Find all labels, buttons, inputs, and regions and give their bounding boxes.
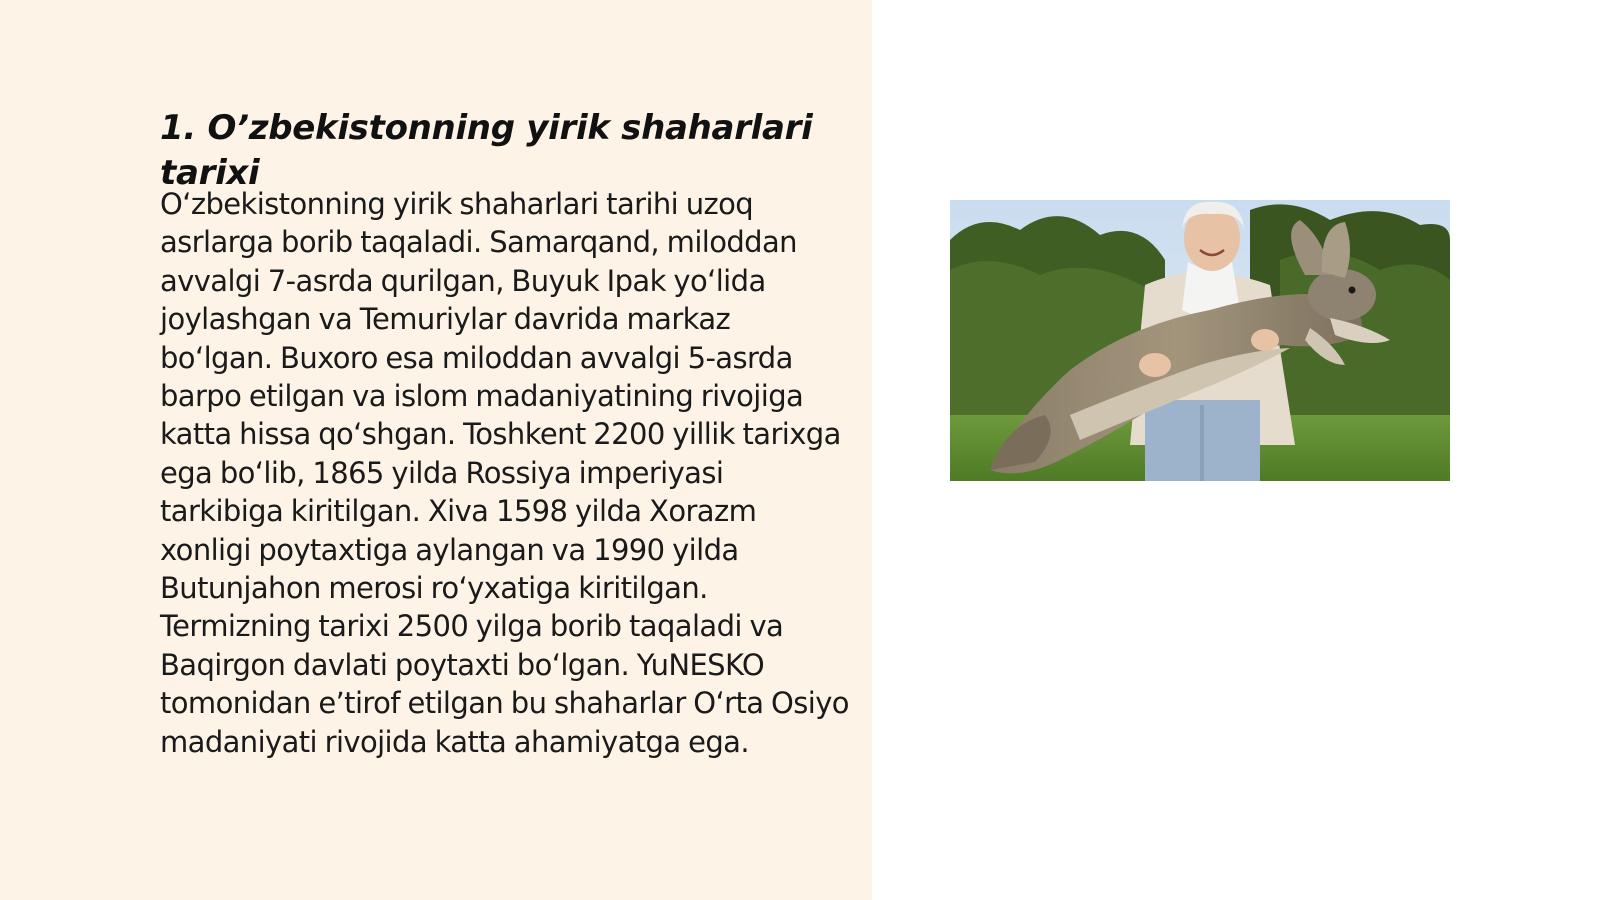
rabbit-photo	[950, 200, 1450, 481]
slide-body-text: O‘zbekistonning yirik shaharlari tarihi uzoq asrlarga borib taqaladi. Samarqand, miloddan avvalgi 7-asrda qurilgan, Buyuk Ipak yo‘lida joylashgan va Temuriylar davrida markaz bo‘lgan. Buxoro esa miloddan avvalgi 5-asrda barpo etilgan va islom madaniyatining rivojiga katta hissa qo‘shgan. Toshkent 2200 yillik tarixga ega bo‘lib, 1865 yilda Rossiya imperiyasi tarkibiga kiritilgan. Xiva 1598 yilda Xorazm xonligi poytaxtiga aylangan va 1990 yilda Butunjahon merosi ro‘yxatiga kiritilgan. Termizning tarixi 2500 yilga borib taqaladi va Baqirgon davlati poytaxti bo‘lgan. YuNESKO tomonidan e’tirof etilgan bu shaharlar O‘rta Osiyo madaniyati rivojida katta ahamiyatga ega.	[160, 187, 849, 759]
slide-title: 1. O’zbekistonning yirik shaharlari tarixi	[160, 108, 813, 193]
rabbit-photo-illustration	[950, 200, 1450, 481]
